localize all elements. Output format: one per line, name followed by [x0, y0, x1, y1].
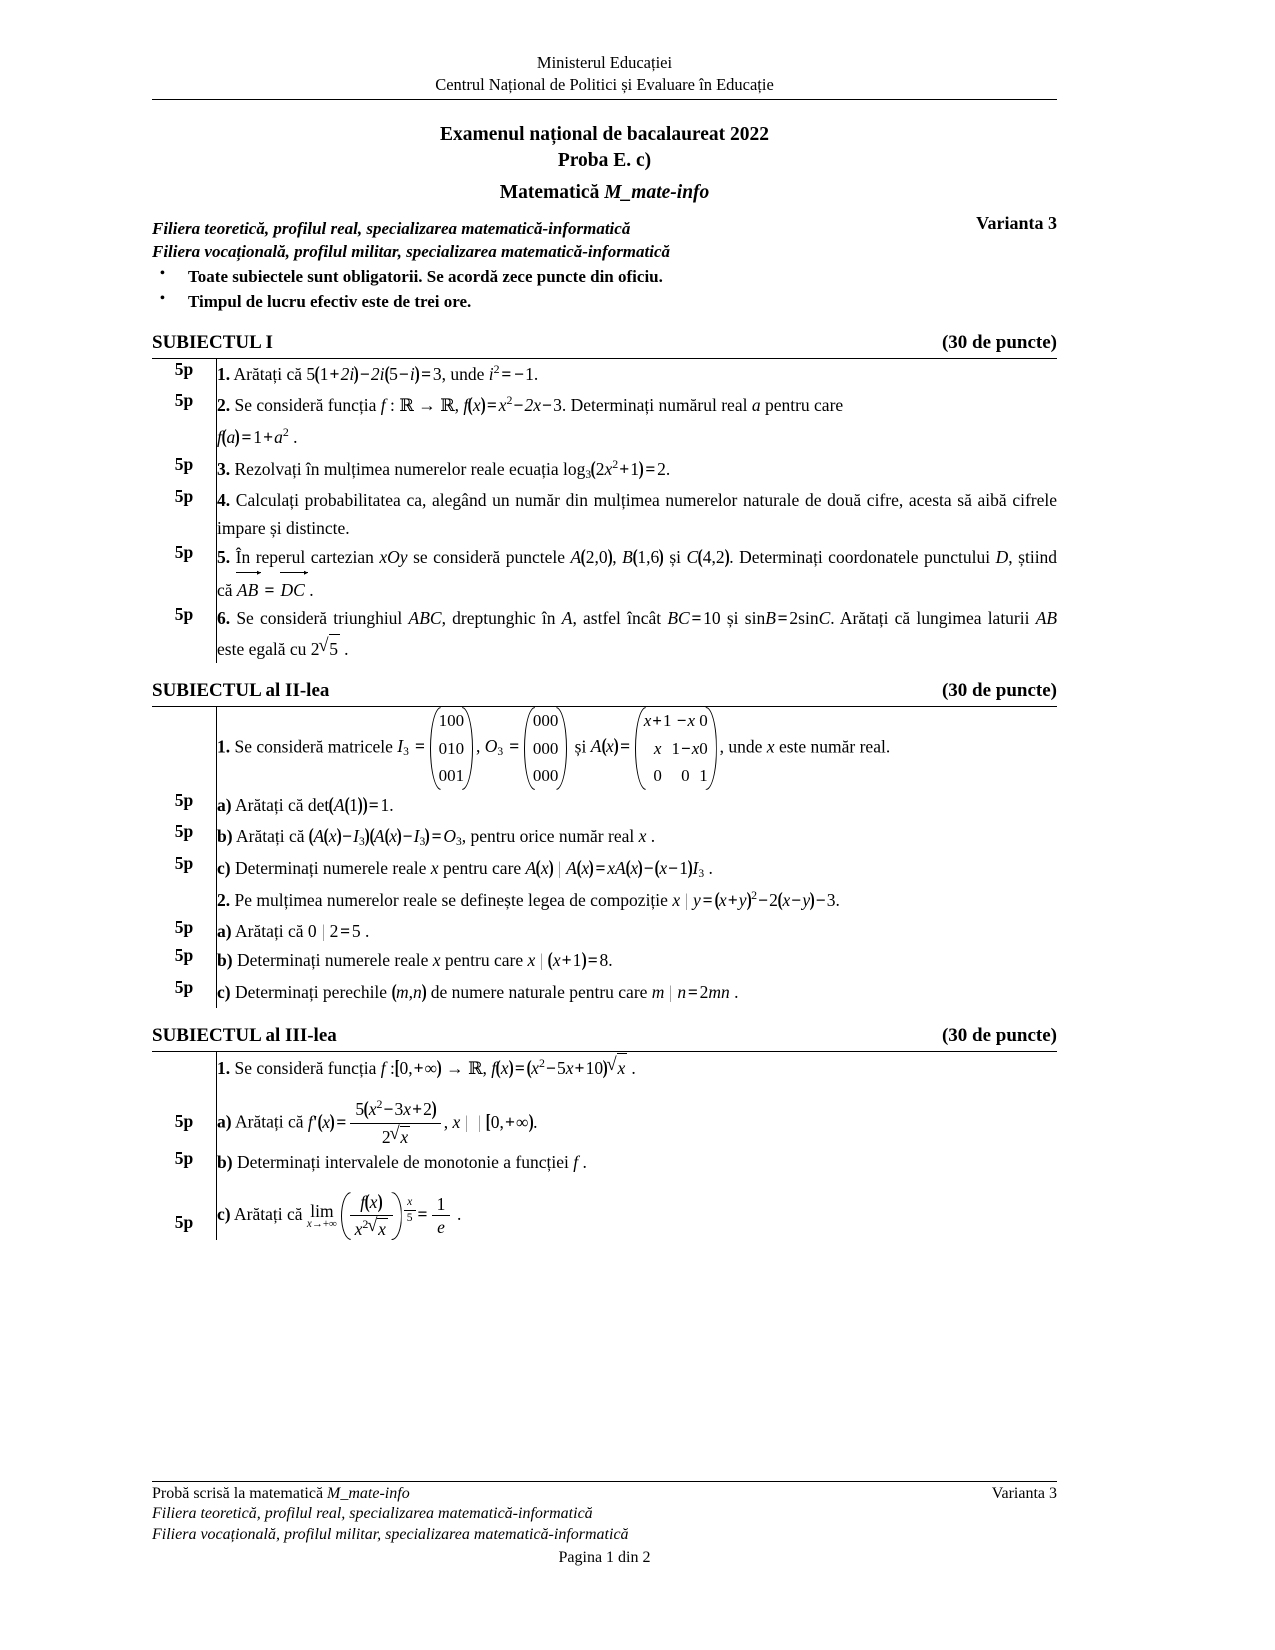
section-title: SUBIECTUL al II-lea [152, 680, 330, 702]
problem-body: b) Determinați intervalele de monotonie a funcției f . [217, 1148, 1058, 1176]
problem-body [217, 542, 1058, 604]
exam-subject [152, 180, 1057, 207]
footer-top-row [152, 1485, 1057, 1503]
subject-label: Matematică [499, 182, 600, 204]
equation: det(A(1))= 1. [307, 794, 394, 816]
points-cell: 5p [174, 453, 194, 474]
problem-text: Determinați perechile [234, 981, 388, 1002]
problem-text: , unde [441, 363, 485, 384]
problem-body [217, 486, 1058, 543]
problem-text: și [726, 608, 739, 629]
problem-body: 2. Se consideră funcția f : ℝ → ℝ, $f(x)= x^2-2x-3$. Determinați numărul real a pentru care $f(a)= 1+a^2$ . [217, 390, 1058, 453]
section-title: SUBIECTUL I [152, 331, 273, 353]
matrix-i3: $I_3$ = 1 0 0 0 1 0 0 0 1 , [397, 736, 480, 756]
problem-text: Determinați numerele reale [234, 858, 427, 879]
problem-row [152, 853, 1057, 885]
side-ab: AB [1035, 608, 1058, 629]
function-f: f [573, 1152, 579, 1173]
problem-text: Determinați intervalele de monotonie a funcției [236, 1152, 569, 1173]
triangle-abc: ABC [408, 608, 442, 629]
equation: $f(a)= 1+a^2$ . [217, 425, 298, 449]
points-cell: 5p [174, 485, 194, 506]
problem-row [152, 790, 1057, 822]
problem-row [152, 1176, 1057, 1240]
points-cell: 5p [174, 821, 194, 842]
problem-body [217, 707, 1058, 790]
points-cell: 5p [174, 1148, 194, 1169]
problem-text: În reperul cartezian [235, 547, 374, 568]
point-d: D [995, 547, 1009, 568]
problem-row [152, 917, 1057, 945]
footer-divider [152, 1481, 1057, 1482]
equation: sinB = 2sinC [744, 608, 831, 629]
problem-row [152, 707, 1057, 790]
filiera-line-1: Filiera teoretică, profilul real, specializarea matematică-informatică [152, 219, 631, 239]
problem-text: Se consideră triunghiul [236, 608, 403, 629]
header-divider [152, 99, 1057, 100]
pair: (m,n) [391, 981, 427, 1003]
problem-row [152, 885, 1057, 917]
problem-number: 1. [217, 1058, 231, 1079]
problem-text: . Determinați numărul real [561, 395, 748, 416]
problem-row [152, 454, 1057, 486]
item-label: c) [217, 981, 231, 1002]
variable: x [638, 826, 647, 847]
page-content [152, 52, 1057, 1240]
problem-number: 3. [217, 458, 231, 479]
item-label: c) [217, 1204, 231, 1225]
problem-text: Arătați că [233, 363, 303, 384]
ministry-line-2: Centrul Național de Politici și Evaluare în Educație [435, 74, 774, 94]
vertex-a: A [561, 608, 573, 629]
equation: 5(1+2i)−2i(5−i)= 3 [306, 363, 442, 385]
points-cell [152, 885, 217, 917]
problem-text: Arătați că [235, 920, 304, 941]
problem-text: , știind că [217, 547, 1058, 601]
equation: A(x) | $A(x)= xA(x)-(x-1)I_3$ . [525, 858, 713, 881]
problem-text: Arătați că [234, 1204, 303, 1225]
item-label: c) [217, 858, 231, 879]
equation: $\log_3(2x^2+1)= 2$. [562, 457, 671, 481]
equation: x | (x+1)= 8. [527, 950, 613, 972]
points-cell: 5p [174, 945, 194, 966]
points-cell: 5p [174, 853, 194, 874]
points-cell: 5p [174, 916, 194, 937]
problem-row [152, 821, 1057, 853]
page-footer [152, 1481, 1057, 1567]
problem-body [217, 977, 1058, 1009]
problem-body [217, 853, 1058, 885]
problem-text: Se consideră matricele [234, 736, 393, 757]
problem-number: 6. [217, 608, 231, 629]
coordinate-system: xOy [379, 547, 408, 568]
problem-body [217, 604, 1058, 663]
section-points: (30 de puncte) [941, 680, 1057, 702]
problem-row [152, 1148, 1057, 1176]
problem-number: 4. [217, 489, 231, 510]
problem-row [152, 977, 1057, 1009]
equation: 0 | 2 = 5 . [307, 920, 370, 941]
problem-text: Determinați numerele reale [236, 950, 429, 971]
point-c: C(4,2) [686, 547, 730, 569]
problem-body: 1. Se consideră funcția f :[0,+∞) → ℝ, $f(x)=(x^2-5x+10)$ √ x . [217, 1052, 1058, 1085]
section-header-2 [152, 680, 1057, 702]
problem-text: pentru care [442, 858, 522, 879]
points-cell: 5p [174, 789, 194, 810]
item-label: a) [217, 1111, 232, 1132]
point-a: A(2,0), [570, 547, 617, 569]
problem-text: Arătați că [235, 1111, 304, 1132]
item-label: a) [217, 794, 232, 815]
section-title: SUBIECTUL al III-lea [152, 1025, 337, 1047]
instruction-item [152, 265, 1057, 290]
variable: a [751, 395, 761, 416]
subject-code: M_mate-info [604, 182, 710, 204]
filiera-block [152, 218, 1057, 263]
instruction-text: Timpul de lucru efectiv este de trei ore. [188, 292, 472, 312]
problem-row [152, 359, 1057, 391]
equation: $i^2 = -1$. [488, 361, 539, 384]
exam-title-block [152, 122, 1057, 208]
composition-law: x | $y =(x+y)^2-2(x-y)-3$. [672, 888, 840, 911]
points-cell [152, 707, 217, 790]
problem-text: , pentru orice număr real [461, 826, 635, 847]
points-cell: 5p [174, 1111, 194, 1132]
section-header-3 [152, 1025, 1057, 1047]
footer-filiera-1: Filiera teoretică, profilul real, specializarea matematică-informatică [152, 1505, 593, 1522]
problem-text: se consideră punctele [413, 547, 565, 568]
footer-variant: Varianta 3 [991, 1485, 1057, 1502]
problem-row [152, 542, 1057, 604]
point-b: B(1,6) [622, 547, 664, 569]
problem-text: este număr real. [778, 736, 891, 757]
points-cell: 5p [174, 1212, 194, 1233]
item-label: b) [217, 950, 233, 971]
problem-row [152, 604, 1057, 663]
problem-text: pentru care [764, 395, 844, 416]
problem-number: 1. [217, 363, 231, 384]
footer-filiera-2: Filiera vocațională, profilul militar, specializarea matematică-informatică [152, 1526, 629, 1544]
equation: m | n = 2mn . [651, 981, 739, 1002]
equation: 2 √ 5 . [311, 639, 349, 659]
problem-text: Arătați că [235, 794, 304, 815]
section-points: (30 de puncte) [941, 331, 1057, 353]
section-header-1 [152, 332, 1057, 354]
problem-text: și [574, 736, 587, 757]
points-cell [152, 1052, 217, 1085]
ministry-header [152, 52, 1057, 96]
problem-body [217, 917, 1058, 945]
problem-number: 2. [217, 395, 231, 416]
function-definition: $f(x)=(x^2-5x+10)$ √ x . [491, 1058, 635, 1078]
problem-row [152, 1052, 1057, 1085]
points-cell: 5p [174, 390, 194, 411]
footer-page-number: Pagina 1 din 2 [558, 1548, 651, 1566]
points-cell: 5p [174, 358, 194, 379]
problem-body [217, 945, 1058, 977]
item-label: b) [217, 1152, 233, 1173]
derivative-equation: f'(x)= $\frac{5(x^2-3x+2)}{2 √ x}$ , x | | [0,+∞). [308, 1112, 538, 1132]
problem-text: de numere naturale pentru care [430, 981, 648, 1002]
comma: , [443, 1111, 449, 1132]
item-label: a) [217, 920, 232, 941]
variant-label: Varianta 3 [976, 213, 1057, 234]
subiectul-1-items [152, 359, 1057, 663]
problem-body [217, 359, 1058, 391]
footer-label: Probă scrisă la matematică [152, 1485, 324, 1502]
problem-body: b) Arătați că $(A(x)-I_3)(A(x)-I_3)= O_3$, pentru orice număr real x . [217, 821, 1058, 853]
section-points: (30 de puncte) [941, 1025, 1057, 1047]
problem-text: . Determinați coordonatele punctului [729, 547, 991, 568]
equation: $(A(x)-I_3)(A(x)-I_3)= O_3$ [308, 826, 462, 849]
vector-equation: AB = DC . [237, 580, 314, 600]
problem-text: Se consideră funcția [234, 395, 377, 416]
points-cell: 5p [174, 604, 194, 625]
equation: BC = 10 [667, 608, 721, 629]
matrix-o3: $O_3$ = 0 0 0 0 0 0 0 0 0 [485, 736, 571, 756]
problem-row [152, 945, 1057, 977]
problem-text: este egală cu [217, 638, 307, 659]
variable: x [432, 950, 441, 971]
equation: $f(x)= x^2-2x-3$ [463, 393, 562, 417]
subiectul-3-items [152, 1052, 1057, 1240]
exam-title: Examenul național de bacalaureat 2022 [440, 123, 769, 145]
problem-text: , dreptunghic în [441, 608, 556, 629]
subiectul-2-items [152, 707, 1057, 1008]
points-cell: 5p [174, 976, 194, 997]
ministry-line-1: Ministerul Educației [536, 53, 673, 72]
problem-text: Calculați probabilitatea ca, alegând un număr din mulțimea numerelor naturale de două cifre, acesta să aibă cifrele impare și distincte. [217, 489, 1057, 539]
filiera-line-2: Filiera vocațională, profilul militar, specializarea matematică-informatică [152, 241, 671, 261]
variable: x [430, 858, 439, 879]
footer-exam-info [152, 1485, 410, 1503]
item-label: b) [217, 826, 233, 847]
exam-proba: Proba E. c) [557, 150, 652, 172]
problem-number: 2. [217, 889, 231, 910]
limit-equation: lim x→+∞ $\frac{f(x)}{x^2 √ x}$ $\frac{x}{5}$ = $\frac{1}{e}$ . [307, 1204, 462, 1224]
problem-body [217, 885, 1058, 917]
bullet-icon: • [160, 266, 165, 282]
problem-row [152, 1085, 1057, 1148]
points-cell: 5p [174, 542, 194, 563]
instructions-list [152, 265, 1057, 314]
problem-text: , unde [719, 736, 763, 757]
problem-text: , astfel încât [572, 608, 662, 629]
problem-row [152, 486, 1057, 543]
problem-row [152, 390, 1057, 453]
matrix-ax: A(x)= x+1 −x 0 x 1−x 0 0 0 1 [591, 736, 720, 756]
equation: f : ℝ → ℝ [380, 395, 455, 417]
problem-text: Arătați că [235, 826, 305, 847]
problem-number: 5. [217, 547, 231, 568]
problem-text: Rezolvați în mulțimea numerelor reale ecuația [234, 458, 559, 479]
problem-number: 1. [217, 736, 231, 757]
problem-body [217, 1085, 1058, 1148]
problem-text: Pe mulțimea numerelor reale se definește legea de compoziție [234, 889, 668, 910]
problem-text: pentru care [444, 950, 524, 971]
problem-text: . Arătați că lungimea laturii [830, 608, 1030, 629]
problem-body [217, 790, 1058, 822]
variable: x [766, 736, 775, 757]
instruction-item [152, 290, 1057, 315]
bullet-icon: • [160, 291, 165, 307]
problem-body [217, 1176, 1058, 1240]
footer-subject-code: M_mate-info [327, 1485, 410, 1502]
problem-text: și [669, 547, 682, 568]
instruction-text: Toate subiectele sunt obligatorii. Se acordă zece puncte din oficiu. [188, 267, 663, 287]
function-domain: f :[0,+∞) → ℝ [380, 1058, 483, 1080]
problem-body [217, 454, 1058, 486]
problem-text: Se consideră funcția [234, 1058, 377, 1079]
